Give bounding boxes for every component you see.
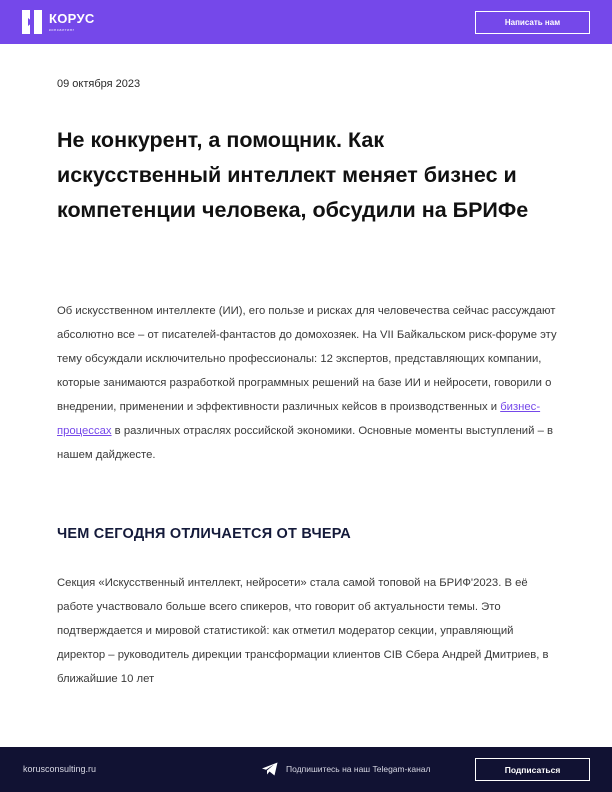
telegram-subscribe-text[interactable]: Подпишитесь на наш Telegam-канал bbox=[286, 764, 431, 774]
korus-logo-icon bbox=[22, 10, 44, 34]
subscribe-button[interactable]: Подписаться bbox=[475, 758, 590, 781]
korus-logo[interactable] bbox=[22, 10, 95, 34]
telegram-plane-icon[interactable] bbox=[262, 762, 278, 776]
contact-us-button[interactable]: Написать нам bbox=[475, 11, 590, 34]
business-processes-link[interactable]: бизнес-процессах bbox=[57, 401, 541, 437]
article-title: Не конкурент, а помощник. Как искусственный интеллект меняет бизнес и компетенции человека, обсудили на БРИФе bbox=[57, 128, 529, 222]
footer-bar bbox=[0, 747, 612, 792]
top-header bbox=[0, 0, 612, 44]
section-heading: ЧЕМ СЕГОДНЯ ОТЛИЧАЕТСЯ ОТ ВЧЕРА bbox=[57, 526, 351, 542]
logo-subtitle: консалтинг bbox=[49, 27, 75, 32]
footer-site-link[interactable]: korusconsulting.ru bbox=[23, 764, 97, 774]
logo-name: КОРУС bbox=[49, 11, 95, 26]
article-intro: Об искусственном интеллекте (ИИ), его пользе и рисках для человечества сейчас рассуждают абсолютно все – от писателей-фантастов до домохозяек. На VII Байкальском риск-форуме эту тему обсуждали исключительно профессионалы: 12 экспертов, представляющих компании, которые занимаются разработкой программных решений на базе ИИ и нейросети, говорили о внедрении, применении и эффективности различных кейсов в производственных и бизнес-процессах в различных отраслях российской экономики. Основные моменты выступлений – в нашем дайджесте. bbox=[57, 305, 557, 461]
article-date: 09 октября 2023 bbox=[57, 78, 141, 90]
section-paragraph: Секция «Искусственный интеллект, нейросети» стала самой топовой на БРИФ'2023. В её работе участвовало больше всего спикеров, что говорит об актуальности темы. Это подтверждается и мировой статистикой: как отметил модератор секции, управляющий директор – руководитель дирекции трансформации клиентов CIB Сбера Андрей Дмитриев, в ближайшие 10 лет bbox=[57, 577, 549, 685]
